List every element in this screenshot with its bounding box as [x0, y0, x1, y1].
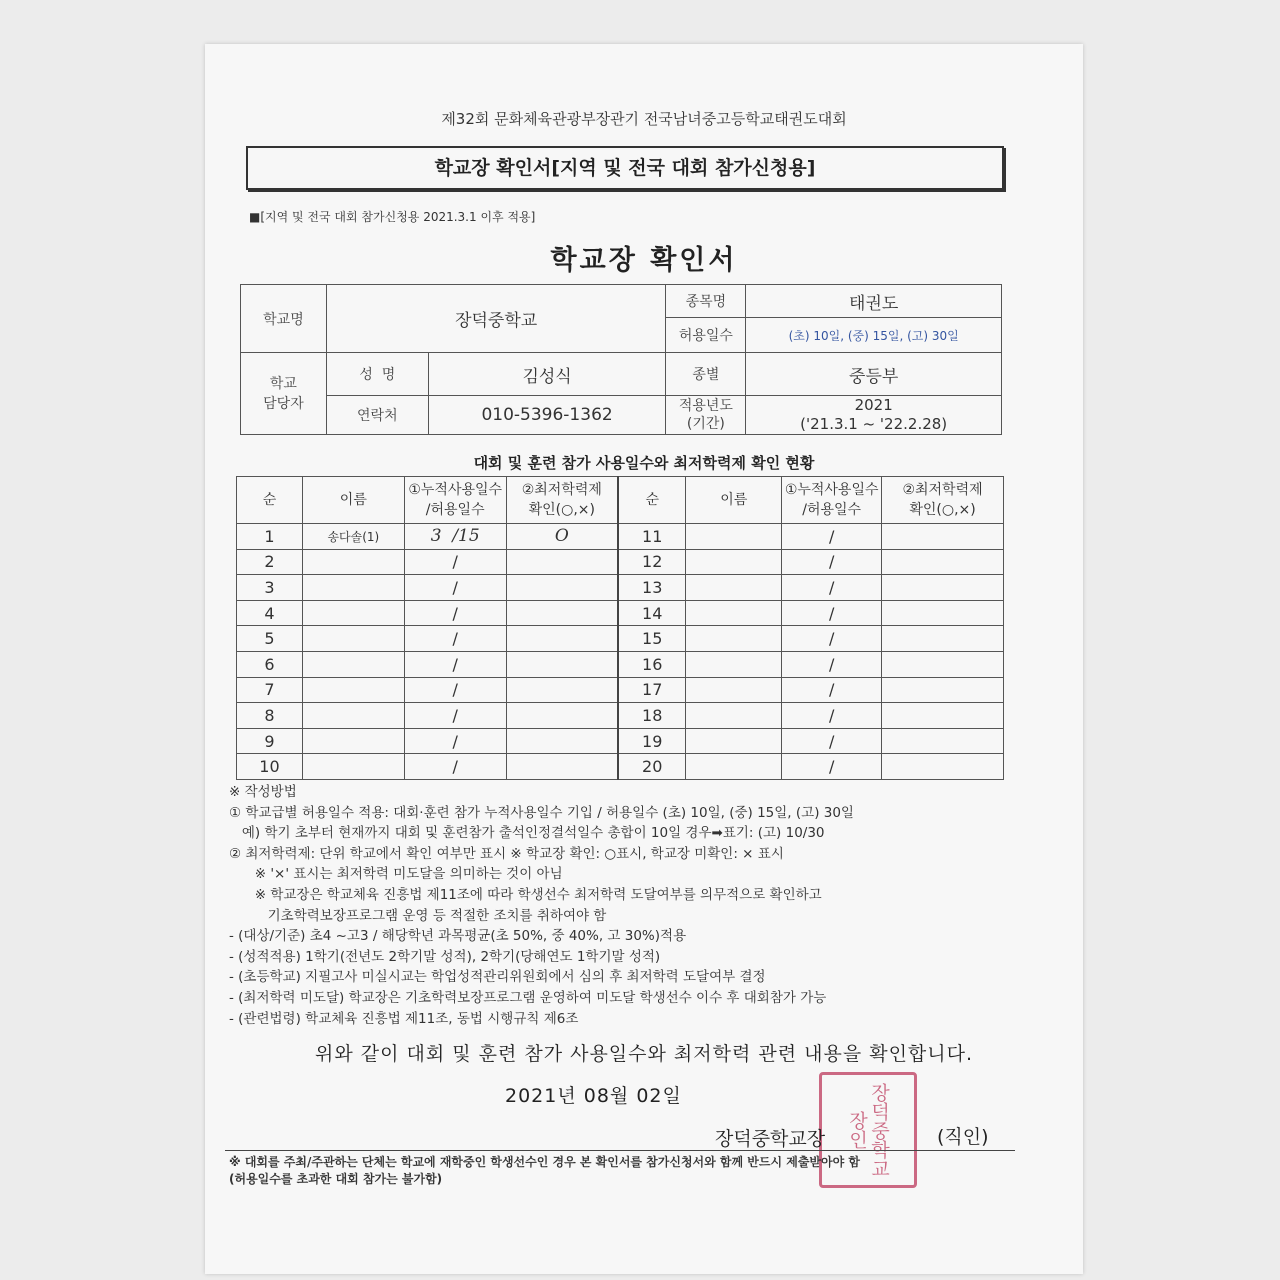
row-days: /	[782, 524, 882, 550]
row-check	[506, 575, 618, 601]
row-no: 18	[618, 703, 686, 729]
row-days: /	[404, 626, 506, 652]
row-name	[302, 549, 404, 575]
year-label: 적용년도 (기간)	[666, 396, 746, 435]
row-check	[882, 754, 1004, 780]
row-check	[882, 575, 1004, 601]
principal-signature: 장덕중학교장	[715, 1128, 826, 1150]
instruction-line: - (성적적용) 1학기(전년도 2학기말 성적), 2학기(당해연도 1학기말 성적)	[229, 948, 661, 965]
row-no: 10	[237, 754, 303, 780]
row-no: 14	[618, 600, 686, 626]
row-days: /	[782, 600, 882, 626]
allowed-days-value: (초) 10일, (중) 15일, (고) 30일	[746, 318, 1002, 353]
row-check	[882, 524, 1004, 550]
row-no: 2	[237, 549, 303, 575]
row-name	[686, 600, 782, 626]
instruction-line: ※ '×' 표시는 최저학력 미도달을 의미하는 것이 아님	[229, 866, 563, 883]
row-days: /	[404, 677, 506, 703]
instruction-line: ※ 작성방법	[229, 784, 297, 800]
table-row	[237, 754, 1004, 780]
row-name	[302, 626, 404, 652]
table-row	[237, 524, 1004, 550]
row-no: 19	[618, 728, 686, 754]
row-no: 7	[237, 677, 303, 703]
row-name	[686, 703, 782, 729]
row-days: /	[404, 600, 506, 626]
row-no: 5	[237, 626, 303, 652]
row-no: 15	[618, 626, 686, 652]
row-check	[506, 677, 618, 703]
row-check	[882, 626, 1004, 652]
footnote: ※ 대회를 주최/주관하는 단체는 학교에 재학중인 학생선수인 경우 본 확인서를 참가신청서와 함께 반드시 제출받아야 함 (허용일수를 초과한 대회 참가는 불가함)	[229, 1155, 860, 1186]
usage-section-title: 대회 및 훈련 참가 사용일수와 최저학력제 확인 현황	[473, 454, 815, 472]
row-no: 12	[618, 549, 686, 575]
table-row	[237, 728, 1004, 754]
allowed-days-label: 허용일수	[666, 318, 746, 353]
row-days: /	[404, 703, 506, 729]
row-name	[686, 677, 782, 703]
header-check-left: ②최저학력제 확인(○,×)	[506, 477, 618, 524]
contact-value: 010-5396-1362	[428, 396, 666, 435]
header-days-left: ①누적사용일수 /허용일수	[404, 477, 506, 524]
row-no: 9	[237, 728, 303, 754]
contact-label: 연락처	[326, 396, 428, 435]
row-name	[686, 549, 782, 575]
row-no: 4	[237, 600, 303, 626]
divider	[225, 1150, 1015, 1151]
header-days-right: ①누적사용일수 /허용일수	[782, 477, 882, 524]
seal-label: (직인)	[937, 1126, 989, 1148]
staff-name-value: 김성식	[428, 353, 666, 396]
division-label: 종별	[666, 353, 746, 396]
instruction-line: 예) 학기 초부터 현재까지 대회 및 훈련참가 출석인정결석일수 총합이 10일 경우➡표기: (고) 10/30	[229, 825, 825, 842]
row-check	[882, 728, 1004, 754]
issue-date: 2021년 08월 02일	[505, 1085, 682, 1107]
confirmation-statement: 위와 같이 대회 및 훈련 참가 사용일수와 최저학력 관련 내용을 확인합니다.	[314, 1043, 974, 1065]
event-label: 종목명	[666, 285, 746, 318]
row-check: O	[506, 524, 618, 550]
header-no-left: 순	[237, 477, 303, 524]
document-title: 학교장 확인서	[550, 245, 738, 276]
instruction-line: - (최저학력 미도달) 학교장은 기초학력보장프로그램 운영하여 미도달 학생선수 이수 후 대회참가 가능	[229, 989, 827, 1006]
staff-name-label: 성 명	[326, 353, 428, 396]
row-no: 16	[618, 651, 686, 677]
row-days: /	[404, 754, 506, 780]
header-check-right: ②최저학력제 확인(○,×)	[882, 477, 1004, 524]
instruction-line: - (대상/기준) 초4 ~고3 / 해당학년 과목평균(초 50%, 중 40%, 고 30%)적용	[229, 928, 687, 945]
row-no: 1	[237, 524, 303, 550]
row-name	[686, 651, 782, 677]
row-name	[302, 575, 404, 601]
row-days: /	[782, 549, 882, 575]
competition-title: 제32회 문화체육관광부장관기 전국남녀중고등학교태권도대회	[441, 110, 847, 128]
row-no: 11	[618, 524, 686, 550]
row-name	[302, 600, 404, 626]
row-days: /	[782, 626, 882, 652]
staff-label: 학교 담당자	[241, 353, 327, 435]
row-no: 8	[237, 703, 303, 729]
row-name	[302, 703, 404, 729]
row-check	[882, 651, 1004, 677]
row-check	[882, 703, 1004, 729]
instruction-line: ※ 학교장은 학교체육 진흥법 제11조에 따라 학생선수 최저학력 도달여부를 의무적으로 확인하고	[229, 886, 822, 903]
row-check	[506, 651, 618, 677]
row-days: /	[782, 728, 882, 754]
table-row	[237, 651, 1004, 677]
event-value: 태권도	[746, 285, 1002, 318]
header-name-right: 이름	[686, 477, 782, 524]
row-name	[686, 575, 782, 601]
instruction-line: - (관련법령) 학교체육 진흥법 제11조, 동법 시행규칙 제6조	[229, 1010, 579, 1027]
row-no: 13	[618, 575, 686, 601]
row-days: /	[782, 575, 882, 601]
row-name	[302, 651, 404, 677]
usage-table	[236, 476, 1004, 780]
row-days: /	[782, 703, 882, 729]
table-row	[237, 677, 1004, 703]
row-no: 3	[237, 575, 303, 601]
applicable-note: ■[지역 및 전국 대회 참가신청용 2021.3.1 이후 적용]	[249, 210, 536, 224]
table-row	[237, 575, 1004, 601]
row-name	[302, 728, 404, 754]
row-name	[302, 754, 404, 780]
school-info-table	[240, 284, 1002, 435]
row-check	[882, 600, 1004, 626]
row-name: 송다솔(1)	[302, 524, 404, 550]
row-days: /	[782, 754, 882, 780]
year-value: 2021 ('21.3.1 ~ '22.2.28)	[746, 396, 1002, 435]
table-row	[237, 626, 1004, 652]
row-check	[506, 703, 618, 729]
instruction-line: ① 학교급별 허용일수 적용: 대회·훈련 참가 누적사용일수 기입 / 허용일수 (초) 10일, (중) 15일, (고) 30일	[229, 804, 854, 821]
form-title-box: 학교장 확인서[지역 및 전국 대회 참가신청용]	[246, 146, 1004, 190]
school-name-value: 장덕중학교	[326, 285, 666, 353]
table-row	[237, 703, 1004, 729]
row-days: /	[404, 728, 506, 754]
row-no: 20	[618, 754, 686, 780]
row-name	[302, 677, 404, 703]
row-check	[882, 677, 1004, 703]
row-no: 17	[618, 677, 686, 703]
row-no: 6	[237, 651, 303, 677]
document-page	[205, 44, 1083, 1274]
row-days: /	[782, 651, 882, 677]
row-name	[686, 754, 782, 780]
header-name-left: 이름	[302, 477, 404, 524]
instruction-line: ② 최저학력제: 단위 학교에서 확인 여부만 표시 ※ 학교장 확인: ○표시, 학교장 미확인: × 표시	[229, 845, 784, 862]
table-row	[237, 600, 1004, 626]
row-days: 3 /15	[404, 524, 506, 550]
row-name	[686, 524, 782, 550]
school-name-label: 학교명	[241, 285, 327, 353]
instruction-line: 기초학력보장프로그램 운영 등 적절한 조치를 취하여야 함	[229, 907, 607, 924]
row-name	[686, 626, 782, 652]
row-check	[506, 626, 618, 652]
row-name	[686, 728, 782, 754]
header-no-right: 순	[618, 477, 686, 524]
table-row	[237, 549, 1004, 575]
row-days: /	[782, 677, 882, 703]
row-check	[506, 549, 618, 575]
row-check	[506, 728, 618, 754]
row-days: /	[404, 549, 506, 575]
writing-instructions	[229, 782, 1029, 1029]
row-check	[882, 549, 1004, 575]
row-check	[506, 600, 618, 626]
row-days: /	[404, 651, 506, 677]
row-days: /	[404, 575, 506, 601]
instruction-line: - (초등학교) 지필고사 미실시교는 학업성적관리위원회에서 심의 후 최저학력 도달여부 결정	[229, 969, 766, 986]
official-seal: 장덕중학교장인	[819, 1072, 917, 1188]
division-value: 중등부	[746, 353, 1002, 396]
row-check	[506, 754, 618, 780]
